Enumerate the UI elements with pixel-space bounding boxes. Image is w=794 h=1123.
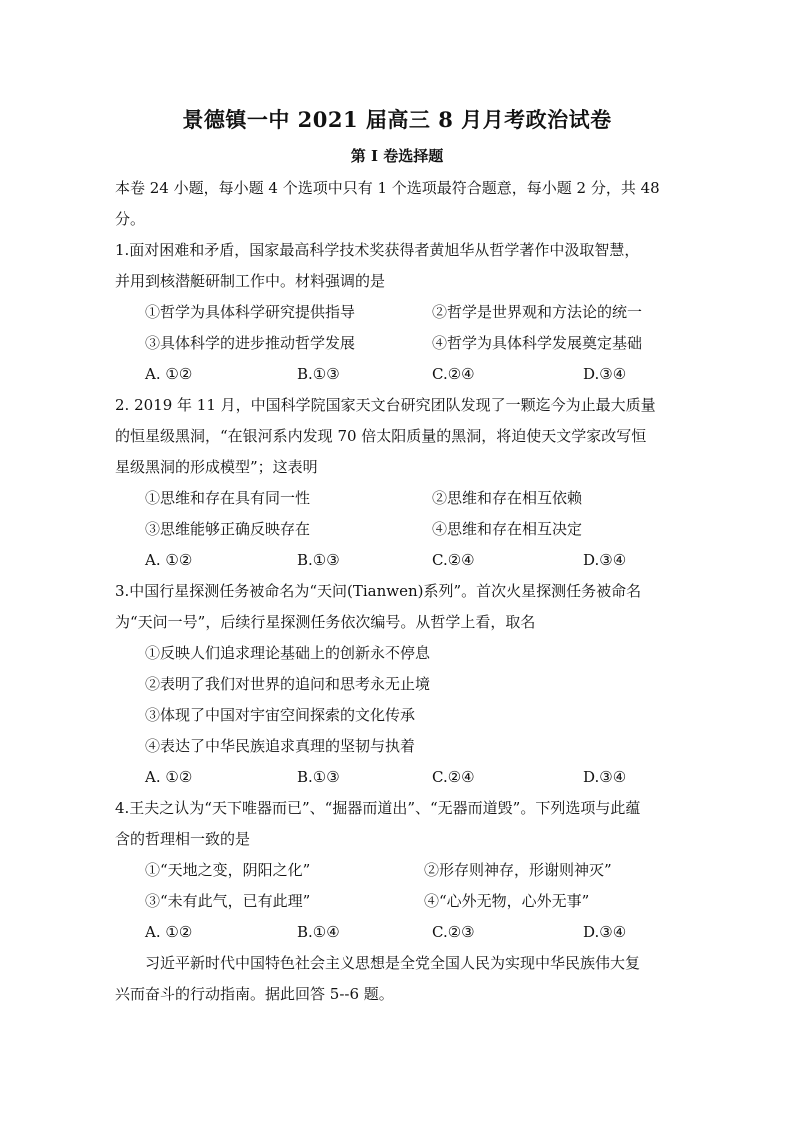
q3-choice-a: A. ①②	[145, 768, 193, 786]
section-heading: 第 I 卷选择题	[350, 147, 444, 165]
q1-statement-1: ①哲学为具体科学研究提供指导	[145, 303, 356, 321]
q2-choice-a: A. ①②	[145, 551, 193, 569]
q3-choice-d: D.③④	[583, 768, 627, 786]
q4-choice-c: C.②③	[432, 923, 475, 941]
passage-line-1: 习近平新时代中国特色社会主义思想是全党全国人民为实现中华民族伟大复	[145, 954, 641, 972]
q1-choice-b: B.①③	[297, 365, 340, 383]
q4-choice-d: D.③④	[583, 923, 627, 941]
q2-stem-line-2: 的恒星级黑洞，“在银河系内发现 70 倍太阳质量的黑洞，将迫使天文学家改写恒	[115, 427, 647, 445]
q1-stem-line-1: 1.面对困难和矛盾，国家最高科学技术奖获得者黄旭华从哲学著作中汲取智慧，	[115, 241, 640, 259]
q4-stem-line-2: 含的哲理相一致的是	[115, 830, 251, 848]
q1-stem-line-2: 并用到核潜艇研制工作中。材料强调的是	[115, 272, 386, 290]
q3-statement-3: ③体现了中国对宇宙空间探索的文化传承	[145, 706, 416, 724]
q4-statement-2: ②形存则神存，形谢则神灭”	[424, 861, 612, 879]
q3-choice-b: B.①③	[297, 768, 340, 786]
q2-statement-4: ④思维和存在相互决定	[432, 520, 583, 538]
q3-stem-line-2: 为“天问一号”，后续行星探测任务依次编号。从哲学上看，取名	[115, 613, 536, 631]
q1-statement-3: ③具体科学的进步推动哲学发展	[145, 334, 356, 352]
q2-choice-c: C.②④	[432, 551, 475, 569]
q2-choice-d: D.③④	[583, 551, 627, 569]
q2-statement-3: ③思维能够正确反映存在	[145, 520, 311, 538]
q1-statement-2: ②哲学是世界观和方法论的统一	[432, 303, 643, 321]
q4-statement-3: ③“未有此气，已有此理”	[145, 892, 311, 910]
q2-stem-line-1: 2. 2019 年 11 月，中国科学院国家天文台研究团队发现了一颗迄今为止最大质量	[115, 396, 656, 414]
q3-choice-c: C.②④	[432, 768, 475, 786]
intro-line-1: 本卷 24 小题，每小题 4 个选项中只有 1 个选项最符合题意，每小题 2 分，共 48	[115, 179, 660, 197]
q4-choice-a: A. ①②	[145, 923, 193, 941]
q2-choice-b: B.①③	[297, 551, 340, 569]
q3-stem-line-1: 3.中国行星探测任务被命名为“天问(Tianwen)系列”。首次火星探测任务被命名	[115, 582, 642, 600]
q3-statement-1: ①反映人们追求理论基础上的创新永不停息	[145, 644, 431, 662]
q1-choice-a: A. ①②	[145, 365, 193, 383]
q3-statement-2: ②表明了我们对世界的追问和思考永无止境	[145, 675, 431, 693]
q4-statement-4: ④“心外无物，心外无事”	[424, 892, 590, 910]
q2-statement-2: ②思维和存在相互依赖	[432, 489, 583, 507]
q4-choice-b: B.①④	[297, 923, 340, 941]
q1-statement-4: ④哲学为具体科学发展奠定基础	[432, 334, 643, 352]
q4-statement-1: ①“天地之变，阴阳之化”	[145, 861, 311, 879]
q4-stem-line-1: 4.王夫之认为“天下唯器而已”、“掘器而道出”、“无器而道毁”。下列选项与此蕴	[115, 799, 641, 817]
passage-line-2: 兴而奋斗的行动指南。据此回答 5--6 题。	[115, 985, 394, 1003]
intro-line-2: 分。	[115, 210, 146, 228]
q2-statement-1: ①思维和存在具有同一性	[145, 489, 311, 507]
q1-choice-d: D.③④	[583, 365, 627, 383]
q3-statement-4: ④表达了中华民族追求真理的坚韧与执着	[145, 737, 416, 755]
q1-choice-c: C.②④	[432, 365, 475, 383]
q2-stem-line-3: 星级黑洞的形成模型”；这表明	[115, 458, 318, 476]
page-title: 景德镇一中 2021 届高三 8 月月考政治试卷	[182, 107, 612, 132]
